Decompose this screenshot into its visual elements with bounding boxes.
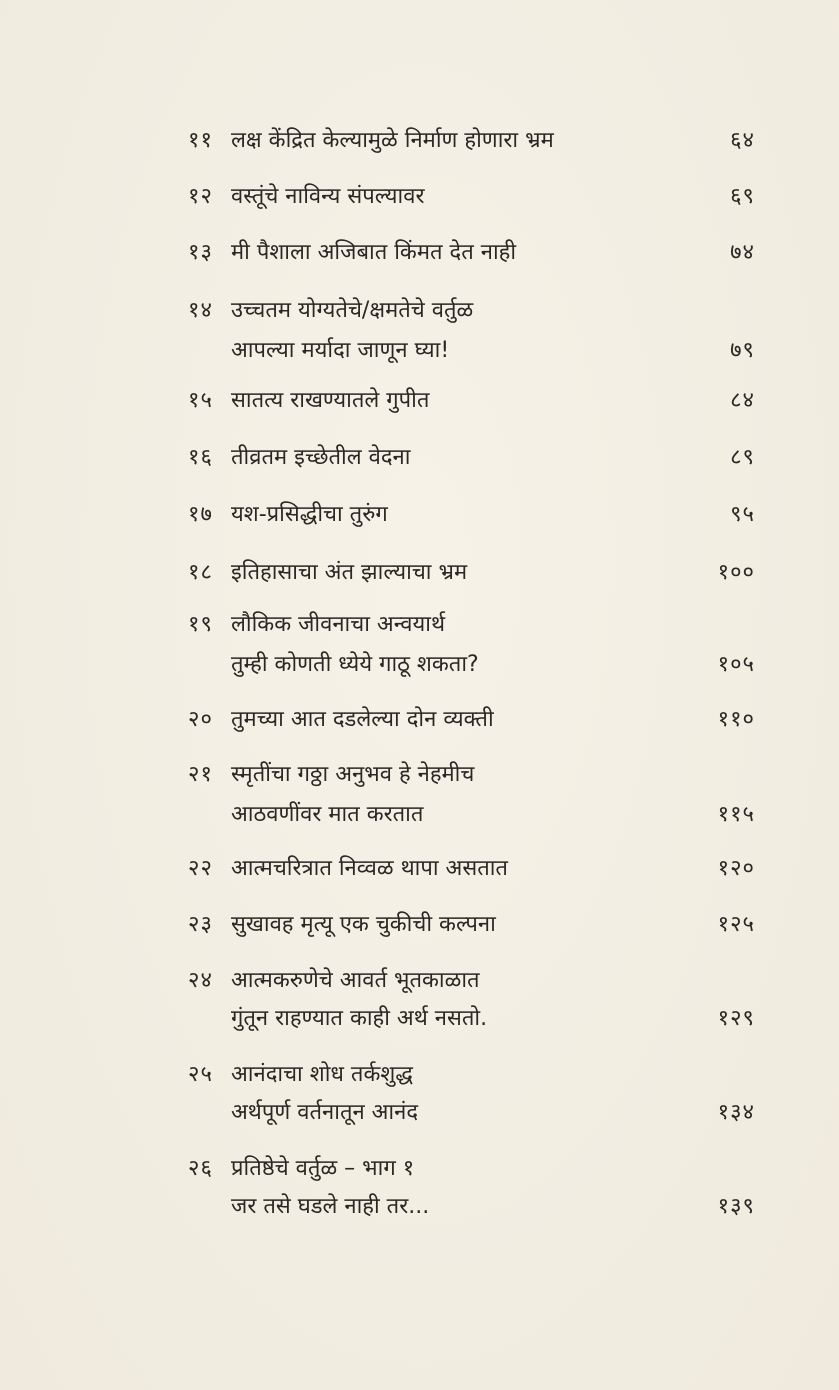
chapter-number: २१ — [188, 762, 213, 787]
page-number: ७९ — [730, 338, 755, 363]
page-number: १०५ — [717, 652, 755, 677]
page-number: ११५ — [717, 802, 755, 827]
toc-entry-14 — [188, 298, 755, 394]
toc-entry-24 — [188, 968, 755, 1062]
toc-entry-11 — [188, 128, 755, 184]
chapter-title: इतिहासाचा अंत झाल्याचा भ्रम — [231, 560, 468, 585]
page-number: १०० — [717, 560, 755, 585]
toc-entry-13 — [188, 240, 755, 296]
chapter-title: मी पैशाला अजिबात किंमत देत नाही — [231, 240, 517, 265]
toc-entry-20 — [188, 707, 755, 763]
chapter-title: आनंदाचा शोध तर्कशुद्ध — [231, 1062, 413, 1087]
toc-entry-17 — [188, 502, 755, 558]
chapter-number: १३ — [188, 240, 213, 265]
chapter-title: वस्तूंचे नाविन्य संपल्यावर — [231, 184, 425, 209]
chapter-title: आत्मचरित्रात निव्वळ थापा असतात — [231, 856, 508, 881]
chapter-number: १८ — [188, 560, 213, 585]
toc-entry-23 — [188, 912, 755, 968]
chapter-title: तीव्रतम इच्छेतील वेदना — [231, 445, 411, 470]
toc-entry-25 — [188, 1062, 755, 1156]
chapter-number: १५ — [188, 388, 213, 413]
chapter-title: उच्चतम योग्यतेचे/क्षमतेचे वर्तुळ — [231, 298, 474, 323]
chapter-subtitle: तुम्ही कोणती ध्येये गाठू शकता? — [231, 652, 479, 677]
page-number: ८४ — [730, 388, 755, 413]
page-number: ९५ — [730, 502, 755, 527]
chapter-number: ११ — [188, 128, 213, 153]
chapter-title: सातत्य राखण्यातले गुपीत — [231, 388, 430, 413]
chapter-subtitle: आपल्या मर्यादा जाणून घ्या! — [231, 338, 450, 363]
chapter-subtitle: अर्थपूर्ण वर्तनातून आनंद — [231, 1100, 419, 1125]
page-number: ६९ — [730, 184, 755, 209]
chapter-number: १२ — [188, 184, 213, 209]
page-number: ८९ — [730, 445, 755, 470]
toc-entry-26 — [188, 1156, 755, 1250]
chapter-title: लक्ष केंद्रित केल्यामुळे निर्माण होणारा भ्रम — [231, 128, 554, 153]
page-number: १३९ — [717, 1194, 755, 1219]
chapter-title: स्मृतींचा गठ्ठा अनुभव हे नेहमीच — [231, 762, 475, 787]
chapter-title: आत्मकरुणेचे आवर्त भूतकाळात — [231, 968, 480, 993]
toc-entry-21 — [188, 762, 755, 858]
page-number: १२९ — [717, 1006, 755, 1031]
page-number: १२५ — [717, 912, 755, 937]
page-number: १३४ — [717, 1100, 755, 1125]
page-number: ११० — [717, 707, 755, 732]
chapter-title: तुमच्या आत दडलेल्या दोन व्यक्ती — [231, 707, 494, 732]
chapter-number: २० — [188, 707, 213, 732]
page-number: ६४ — [730, 128, 755, 153]
chapter-number: २४ — [188, 968, 213, 993]
chapter-number: २५ — [188, 1062, 213, 1087]
toc-entry-16 — [188, 445, 755, 501]
page-number: ७४ — [730, 240, 755, 265]
chapter-title: प्रतिष्ठेचे वर्तुळ – भाग १ — [231, 1156, 415, 1181]
toc-entry-15 — [188, 388, 755, 444]
chapter-number: २३ — [188, 912, 213, 937]
chapter-number: १६ — [188, 445, 213, 470]
toc-entry-18 — [188, 560, 755, 616]
chapter-subtitle: जर तसे घडले नाही तर... — [231, 1194, 430, 1219]
chapter-number: २६ — [188, 1156, 213, 1181]
chapter-title: सुखावह मृत्यू एक चुकीची कल्पना — [231, 912, 496, 937]
chapter-title: यश-प्रसिद्धीचा तुरुंग — [231, 502, 388, 527]
chapter-number: १७ — [188, 502, 213, 527]
toc-entry-19 — [188, 612, 755, 708]
chapter-subtitle: गुंतून राहण्यात काही अर्थ नसतो. — [231, 1006, 488, 1031]
chapter-title: लौकिक जीवनाचा अन्वयार्थ — [231, 612, 446, 637]
page-number: १२० — [717, 856, 755, 881]
chapter-number: १९ — [188, 612, 213, 637]
chapter-number: २२ — [188, 856, 213, 881]
chapter-number: १४ — [188, 298, 213, 323]
chapter-subtitle: आठवणींवर मात करतात — [231, 802, 424, 827]
toc-entry-12 — [188, 184, 755, 240]
toc-entry-22 — [188, 856, 755, 912]
